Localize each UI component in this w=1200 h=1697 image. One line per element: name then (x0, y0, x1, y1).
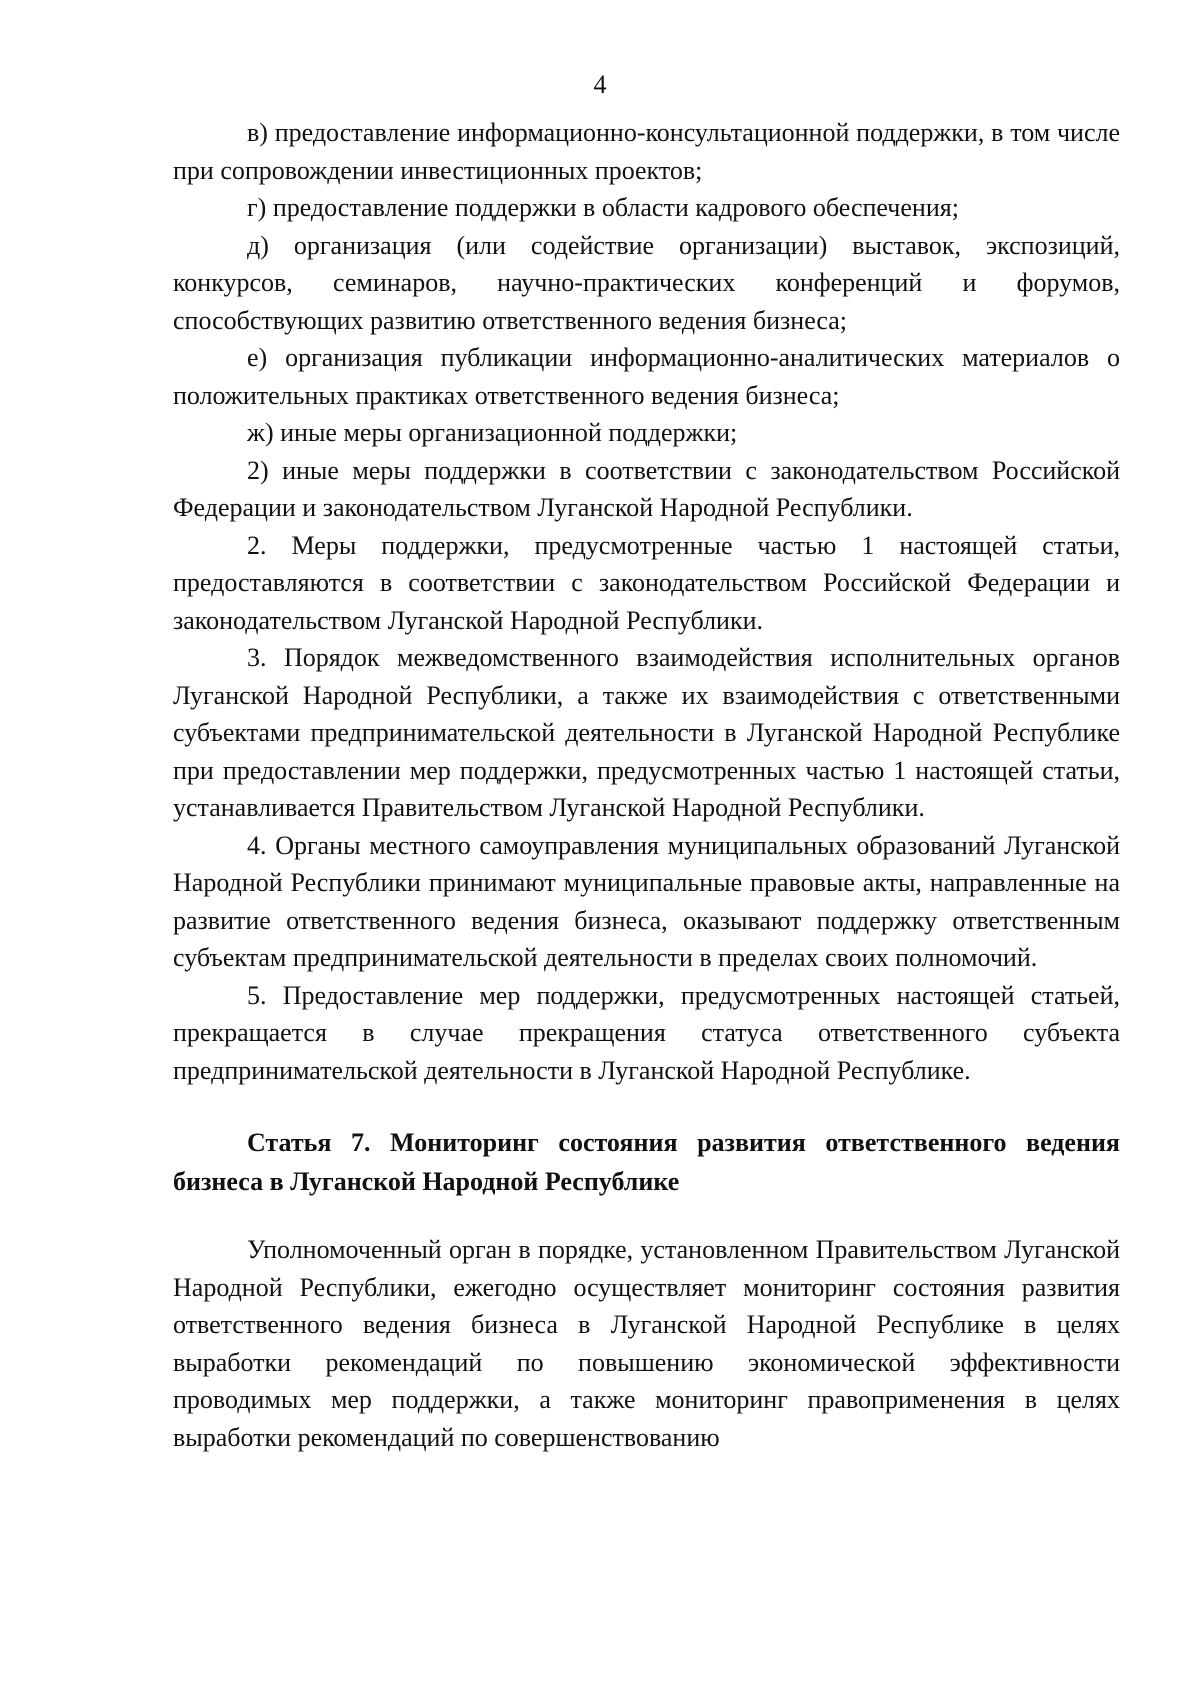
document-body (173, 114, 1120, 1456)
paragraph-part-2: 2. Меры поддержки, предусмотренные частью 1 настоящей статьи, предоставляются в соответствии с законодательством Российской Федерации и законодательством Луганской Народной Республики. (173, 530, 1120, 635)
paragraph-part-4: 4. Органы местного самоуправления муниципальных образований Луганской Народной Республики принимают муниципальные правовые акты, направленные на развитие ответственного ведения бизнеса, оказывают поддержку ответственным субъектам предпринимательской деятельности в пределах своих полномочий. (173, 830, 1120, 972)
paragraph-part-3: 3. Порядок межведомственного взаимодействия исполнительных органов Луганской Народной Республики, а также их взаимодействия с ответственными субъектами предпринимательской деятельности в Луганской Народной Республике при предоставлении мер поддержки, предусмотренных частью 1 настоящей статьи, устанавливается Правительством Луганской Народной Республики. (173, 643, 1120, 822)
paragraph-item-d: д) организация (или содействие организации) выставок, экспозиций, конкурсов, семинаров, научно-практических конференций и форумов, способствующих развитию ответственного ведения бизнеса; (173, 230, 1120, 335)
paragraph-item-e: е) организация публикации информационно-аналитических материалов о положительных практиках ответственного ведения бизнеса; (173, 343, 1120, 410)
paragraph-item-2: 2) иные меры поддержки в соответствии с законодательством Российской Федерации и законодательством Луганской Народной Республики. (173, 455, 1120, 522)
paragraph-article-7-body: Уполномоченный орган в порядке, установленном Правительством Луганской Народной Республики, ежегодно осуществляет мониторинг состояния развития ответственного ведения бизнеса в Луганской Народной Республике в целях выработки рекомендаций по повышению экономической эффективности проводимых мер поддержки, а также мониторинг правоприменения в целях выработки рекомендаций по совершенствованию (173, 1235, 1120, 1452)
paragraph-item-zh: ж) иные меры организационной поддержки; (247, 418, 738, 447)
paragraph-item-g: г) предоставление поддержки в области кадрового обеспечения; (247, 193, 959, 222)
paragraph-part-5: 5. Предоставление мер поддержки, предусмотренных настоящей статьей, прекращается в случае прекращения статуса ответственного субъекта предпринимательской деятельности в Луганской Народной Республике. (173, 980, 1120, 1085)
page-number: 4 (593, 70, 607, 99)
article-7-heading: Статья 7. Мониторинг состояния развития ответственного ведения бизнеса в Луганской Народной Республике (173, 1128, 1120, 1196)
paragraph-item-v: в) предоставление информационно-консультационной поддержки, в том числе при сопровождении инвестиционных проектов; (173, 118, 1120, 185)
